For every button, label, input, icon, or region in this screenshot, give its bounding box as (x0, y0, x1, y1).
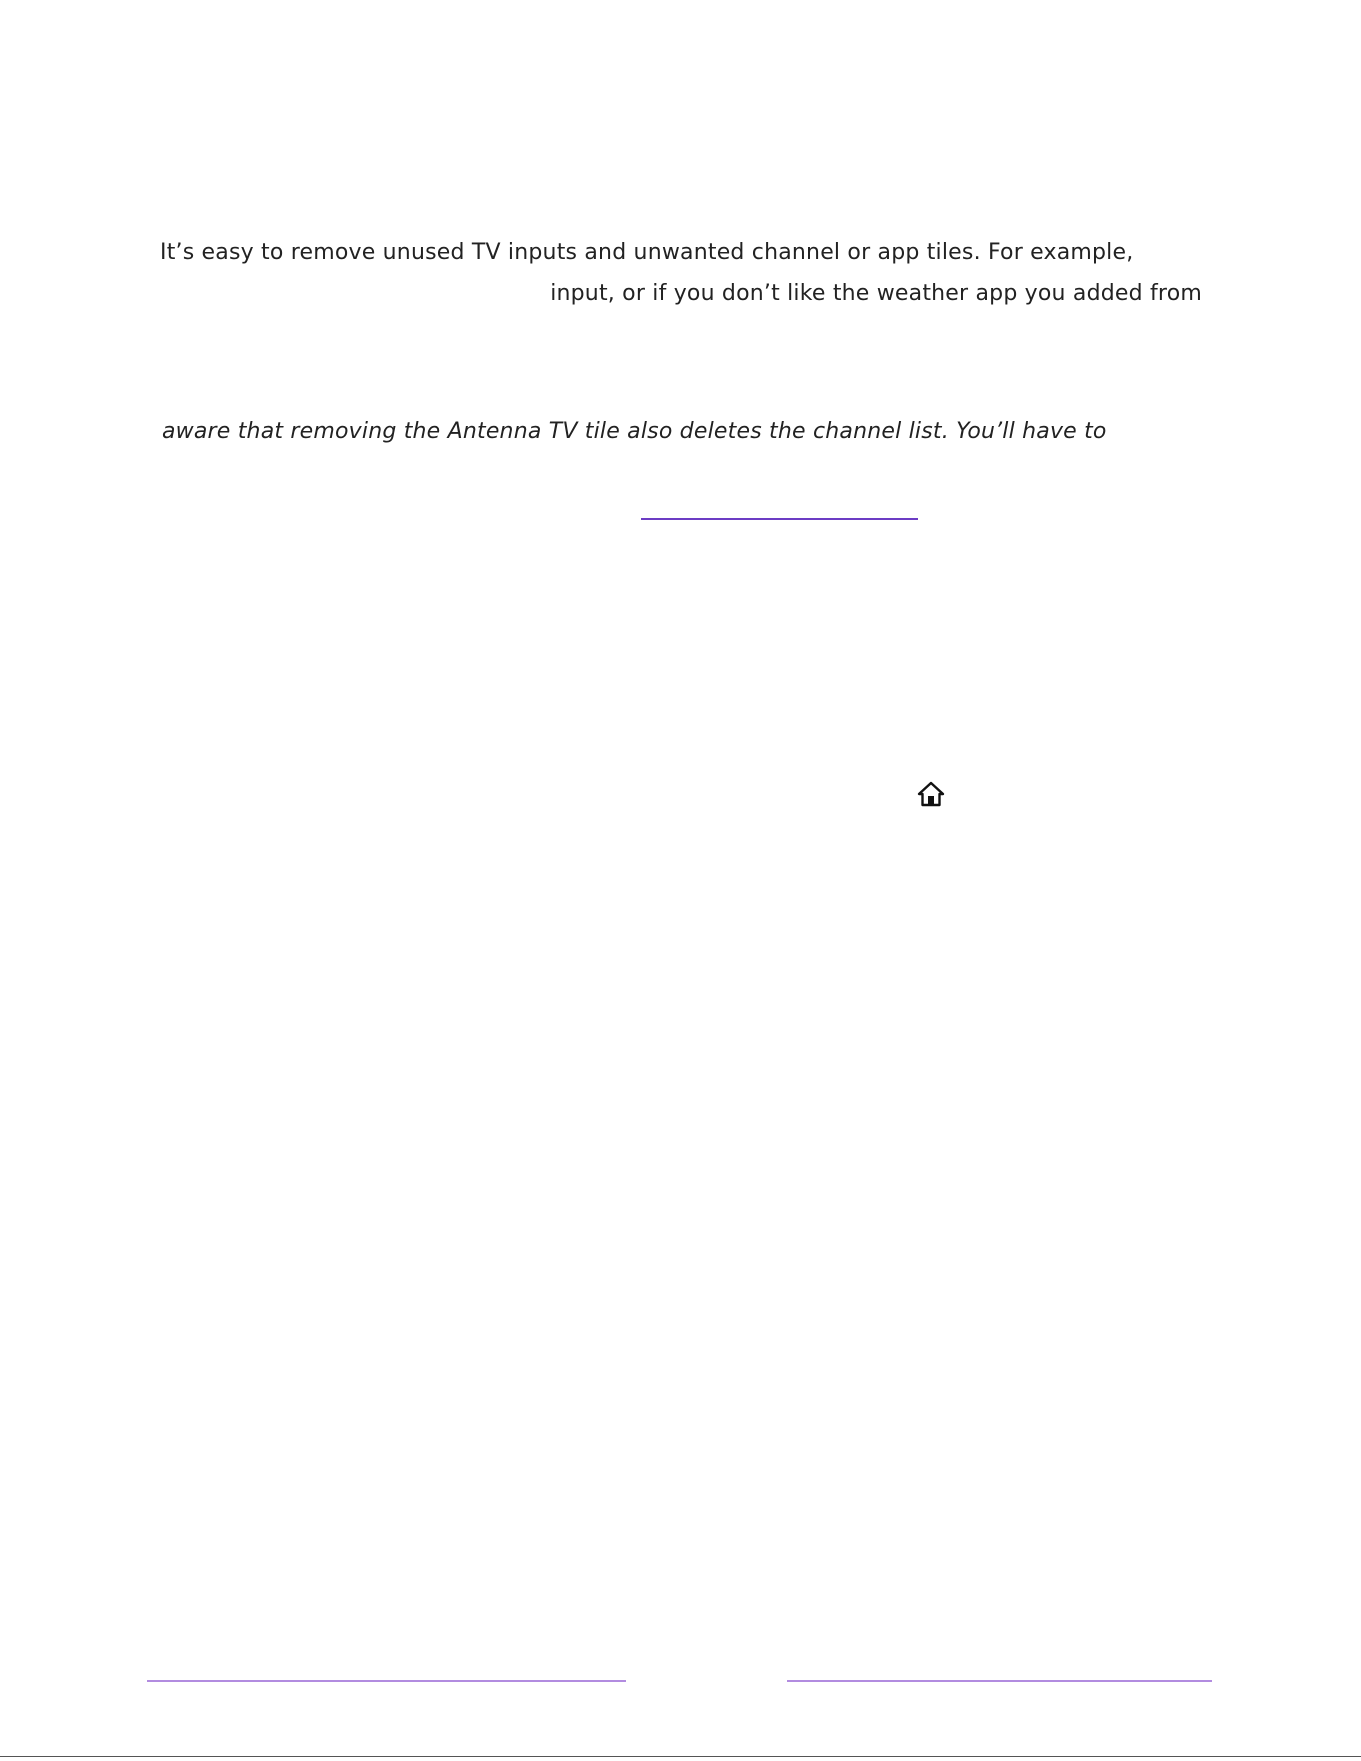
footer-rule-left (147, 1680, 626, 1682)
home-icon (917, 781, 945, 807)
note-text-line: aware that removing the Antenna TV tile also deletes the channel list. You’ll have to (162, 419, 1107, 444)
hyperlink-underline[interactable] (641, 518, 918, 520)
body-text-line-1: It’s easy to remove unused TV inputs and unwanted channel or app tiles. For example, (160, 240, 1134, 265)
page-bottom-border (0, 1756, 1361, 1757)
footer-rule-right (787, 1680, 1212, 1682)
body-text-line-2: input, or if you don’t like the weather app you added from (550, 281, 1202, 306)
